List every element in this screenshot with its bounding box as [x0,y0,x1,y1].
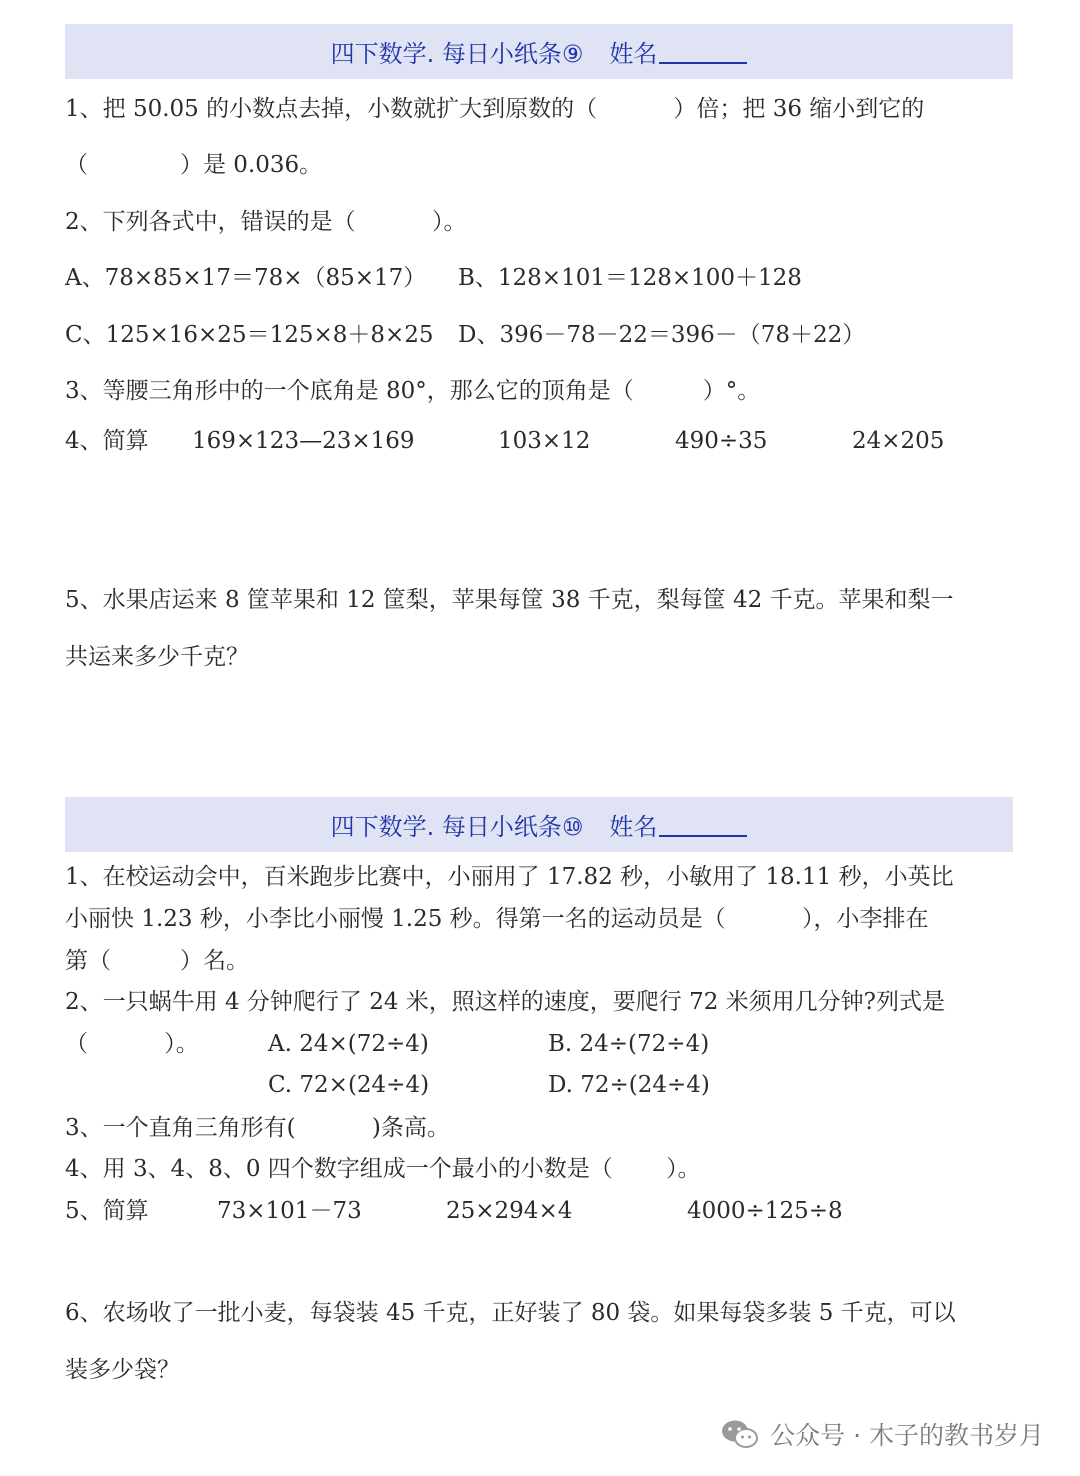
sheet9-q5-text1: 5、水果店运来 8 筐苹果和 12 筐梨，苹果每筐 38 千克，梨每筐 42 千克。苹果和梨一 [65,587,954,613]
sheet9-q1-line1 [65,94,1014,124]
sheet10-name-blank[interactable] [659,813,747,837]
sheet9-q1-text2: （ ）是 0.036。 [65,152,323,178]
sheet10-q2-paren: （ ）。 [65,1031,199,1057]
sheet9-q5-text2: 共运来多少千克？ [65,644,249,670]
sheet9-title: 四下数学. 每日小纸条⑨ [330,40,584,68]
sheet9-q2-text: 2、下列各式中，错误的是（ ）。 [65,209,467,235]
sheet10-q2-option-d: D. 72÷(24÷4) [548,1072,710,1098]
sheet9-header [65,24,1013,79]
sheet10-q5-item: 25×294×4 [446,1198,573,1224]
sheet9-q3-text: 3、等腰三角形中的一个底角是 80°，那么它的顶角是（ ）°。 [65,378,761,404]
sheet9-name-blank[interactable] [659,40,747,64]
sheet10-q6-text2: 装多少袋？ [65,1357,180,1383]
sheet9-name-label: 姓名 [609,40,658,68]
sheet9-q4-item: 103×12 [498,428,591,454]
sheet9-q1-text1: 1、把 50.05 的小数点去掉，小数就扩大到原数的（ ）倍；把 36 缩小到它的 [65,96,925,122]
sheet10-header [65,797,1013,852]
sheet10-q1-text3: 第（ ）名。 [65,948,249,974]
sheet10-q5-item: 4000÷125÷8 [687,1198,843,1224]
sheet10-q2-option-a: A. 24×(72÷4) [268,1031,429,1057]
sheet9-q4-item: 490÷35 [675,428,768,454]
sheet10-q2-text1: 2、一只蜗牛用 4 分钟爬行了 24 米，照这样的速度，要爬行 72 米须用几分钟?列式是 [65,989,945,1015]
sheet10-title: 四下数学. 每日小纸条⑩ [330,813,584,841]
sheet10-q5-label: 5、简算 [65,1198,149,1224]
sheet10-name-label: 姓名 [609,813,658,841]
sheet10-q3-text: 3、一个直角三角形有( )条高。 [65,1115,450,1141]
sheet9-q4-label: 4、简算 [65,428,149,454]
watermark-text: 公众号 · 木子的教书岁月 [770,1421,1044,1450]
sheet10-q2-option-c: C. 72×(24÷4) [268,1072,430,1098]
wechat-icon [720,1418,760,1450]
sheet10-q2-option-b: B. 24÷(72÷4) [548,1031,710,1057]
sheet9-q4-item: 169×123—23×169 [192,428,415,454]
sheet9-q2-option-d: D、396－78－22＝396－（78＋22） [458,322,866,348]
sheet10-q4-text: 4、用 3、4、8、0 四个数字组成一个最小的小数是（ ）。 [65,1156,701,1182]
sheet10-q5-item: 73×101－73 [217,1198,362,1224]
sheet10-q6-text1: 6、农场收了一批小麦，每袋装 45 千克，正好装了 80 袋。如果每袋多装 5 千克，可以 [65,1300,956,1326]
sheet9-q4-item: 24×205 [852,428,945,454]
watermark [720,1416,1044,1452]
sheet10-q1-text1: 1、在校运动会中，百米跑步比赛中，小丽用了 17.82 秒，小敏用了 18.11 秒，小英比 [65,864,954,890]
sheet9-q2-option-a: A、78×85×17＝78×（85×17） [65,265,427,291]
sheet9-q2-option-b: B、128×101＝128×100＋128 [458,265,802,291]
sheet9-q2-option-c: C、125×16×25＝125×8＋8×25 [65,322,434,348]
sheet10-q1-text2: 小丽快 1.23 秒，小李比小丽慢 1.25 秒。得第一名的运动员是（ ），小李排在 [65,906,929,932]
